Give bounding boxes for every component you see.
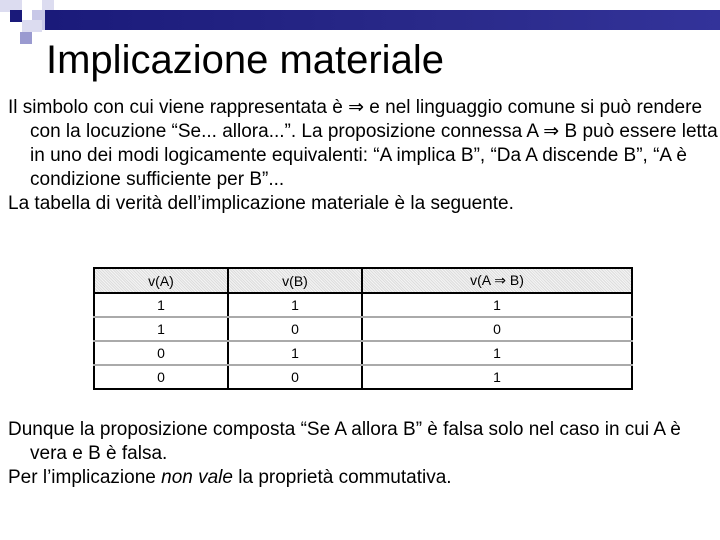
cell: 1 (94, 293, 228, 317)
outro-text (8, 418, 718, 490)
cell: 1 (362, 293, 632, 317)
table-row (94, 365, 632, 389)
cell: 0 (94, 365, 228, 389)
outro-paragraph-1: Dunque la proposizione composta “Se A allora B” è falsa solo nel caso in cui A è vera e B è falsa. (8, 419, 681, 464)
table-row (94, 317, 632, 341)
cell: 1 (362, 365, 632, 389)
text: Per l’implicazione (8, 467, 162, 488)
cell: 1 (94, 317, 228, 341)
text: la proprietà commutativa. (232, 467, 452, 488)
intro-paragraph-2: La tabella di verità dell’implicazione materiale è la seguente. (8, 193, 514, 214)
table-row (94, 293, 632, 317)
cell: 0 (94, 341, 228, 365)
outro-paragraph-2 (8, 466, 718, 490)
header-vb: v(B) (228, 268, 362, 293)
header-va: v(A) (94, 268, 228, 293)
truth-table (93, 267, 633, 390)
cell: 1 (362, 341, 632, 365)
table-row (94, 341, 632, 365)
cell: 0 (228, 317, 362, 341)
title-bar-decoration (45, 10, 720, 30)
cell: 0 (228, 365, 362, 389)
header-vimpl: v(A ⇒ B) (362, 268, 632, 293)
emphasis: non vale (161, 467, 233, 488)
cell: 1 (228, 293, 362, 317)
cell: 0 (362, 317, 632, 341)
intro-text (8, 96, 718, 216)
cell: 1 (228, 341, 362, 365)
slide-title: Implicazione materiale (46, 38, 444, 82)
table-header-row (94, 268, 632, 293)
intro-paragraph-1: Il simbolo con cui viene rappresentata è ⇒ e nel linguaggio comune si può rendere con la locuzione “Se... allora...”. La proposizione connessa A ⇒ B può essere letta in uno dei modi logicamente equivalenti: “A implica B”, “Da A discende B”, “A è condizione sufficiente per B”... (8, 97, 718, 190)
